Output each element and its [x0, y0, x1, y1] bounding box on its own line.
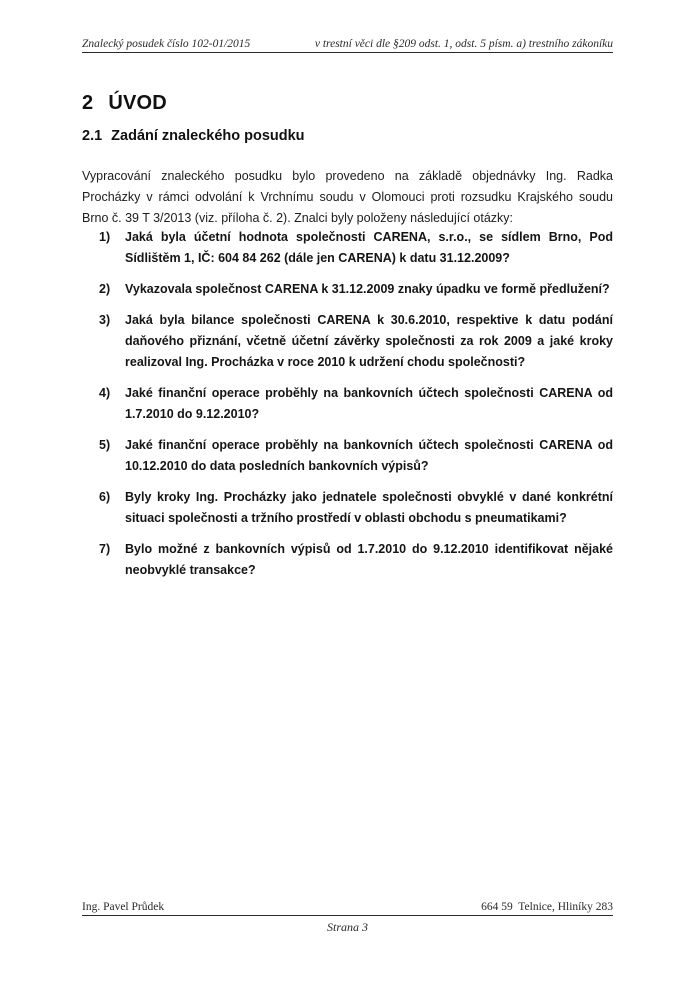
page-footer: [82, 901, 613, 916]
question-item: [82, 227, 613, 269]
question-text: Byly kroky Ing. Procházky jako jednatele společnosti obvyklé v dané konkrétní situaci společnosti a tržního prostředí v oblasti obchodu s pneumatikami?: [125, 490, 613, 525]
question-item: [82, 435, 613, 477]
question-number: 3): [99, 313, 111, 327]
question-item: [82, 310, 613, 373]
section-number: 2: [82, 92, 94, 114]
question-item: [82, 279, 613, 300]
question-text: Jaká byla účetní hodnota společnosti CARENA, s.r.o., se sídlem Brno, Pod Sídlištěm 1, IČ: 604 84 262 (dále jen CARENA) k datu 31.12.2009?: [125, 230, 613, 265]
question-item: [82, 487, 613, 529]
subsection-title: Zadání znaleckého posudku: [111, 128, 305, 144]
question-item: [82, 383, 613, 425]
question-number: 1): [99, 230, 111, 244]
question-number: 5): [99, 438, 111, 452]
section-heading: [82, 92, 167, 115]
question-text: Jaká byla bilance společnosti CARENA k 30.6.2010, respektive k datu podání daňového přiznání, včetně účetní závěrky společnosti za rok 2009 a jaké kroky realizoval Ing. Procházka v roce 2010 k udržení chodu společnosti?: [125, 313, 613, 369]
question-number: 4): [99, 386, 111, 400]
header-document-title: Znalecký posudek číslo 102-01/2015: [82, 38, 251, 50]
subsection-heading: [82, 128, 305, 144]
subsection-number: 2.1: [82, 128, 103, 144]
question-text: Vykazovala společnost CARENA k 31.12.2009 znaky úpadku ve formě předlužení?: [125, 282, 610, 296]
section-title: ÚVOD: [108, 92, 167, 114]
intro-paragraph: Vypracování znaleckého posudku bylo provedeno na základě objednávky Ing. Radka Procházky v rámci odvolání k Vrchnímu soudu v Olomouci proti rozsudku Krajského soudu Brno č. 39 T 3/2013 (viz. příloha č. 2). Znalci byly položeny následující otázky:: [82, 169, 613, 225]
question-number: 7): [99, 542, 111, 556]
footer-address: 664 59 Telnice, Hliníky 283: [481, 901, 613, 913]
question-text: Jaké finanční operace proběhly na bankovních účtech společnosti CARENA od 10.12.2010 do data posledních bankovních výpisů?: [125, 438, 613, 473]
question-text: Bylo možné z bankovních výpisů od 1.7.2010 do 9.12.2010 identifikovat nějaké neobvyklé transakce?: [125, 542, 613, 577]
question-item: [82, 539, 613, 581]
question-text: Jaké finanční operace proběhly na bankovních účtech společnosti CARENA od 1.7.2010 do 9.12.2010?: [125, 386, 613, 421]
page-number-label: Strana 3: [326, 920, 368, 934]
page-header: [82, 38, 613, 53]
footer-author: Ing. Pavel Průdek: [82, 901, 165, 913]
header-case-reference: v trestní věci dle §209 odst. 1, odst. 5 písm. a) trestního zákoníku: [314, 38, 613, 50]
questions-list: [82, 227, 613, 591]
question-number: 2): [99, 282, 111, 296]
question-number: 6): [99, 490, 111, 504]
